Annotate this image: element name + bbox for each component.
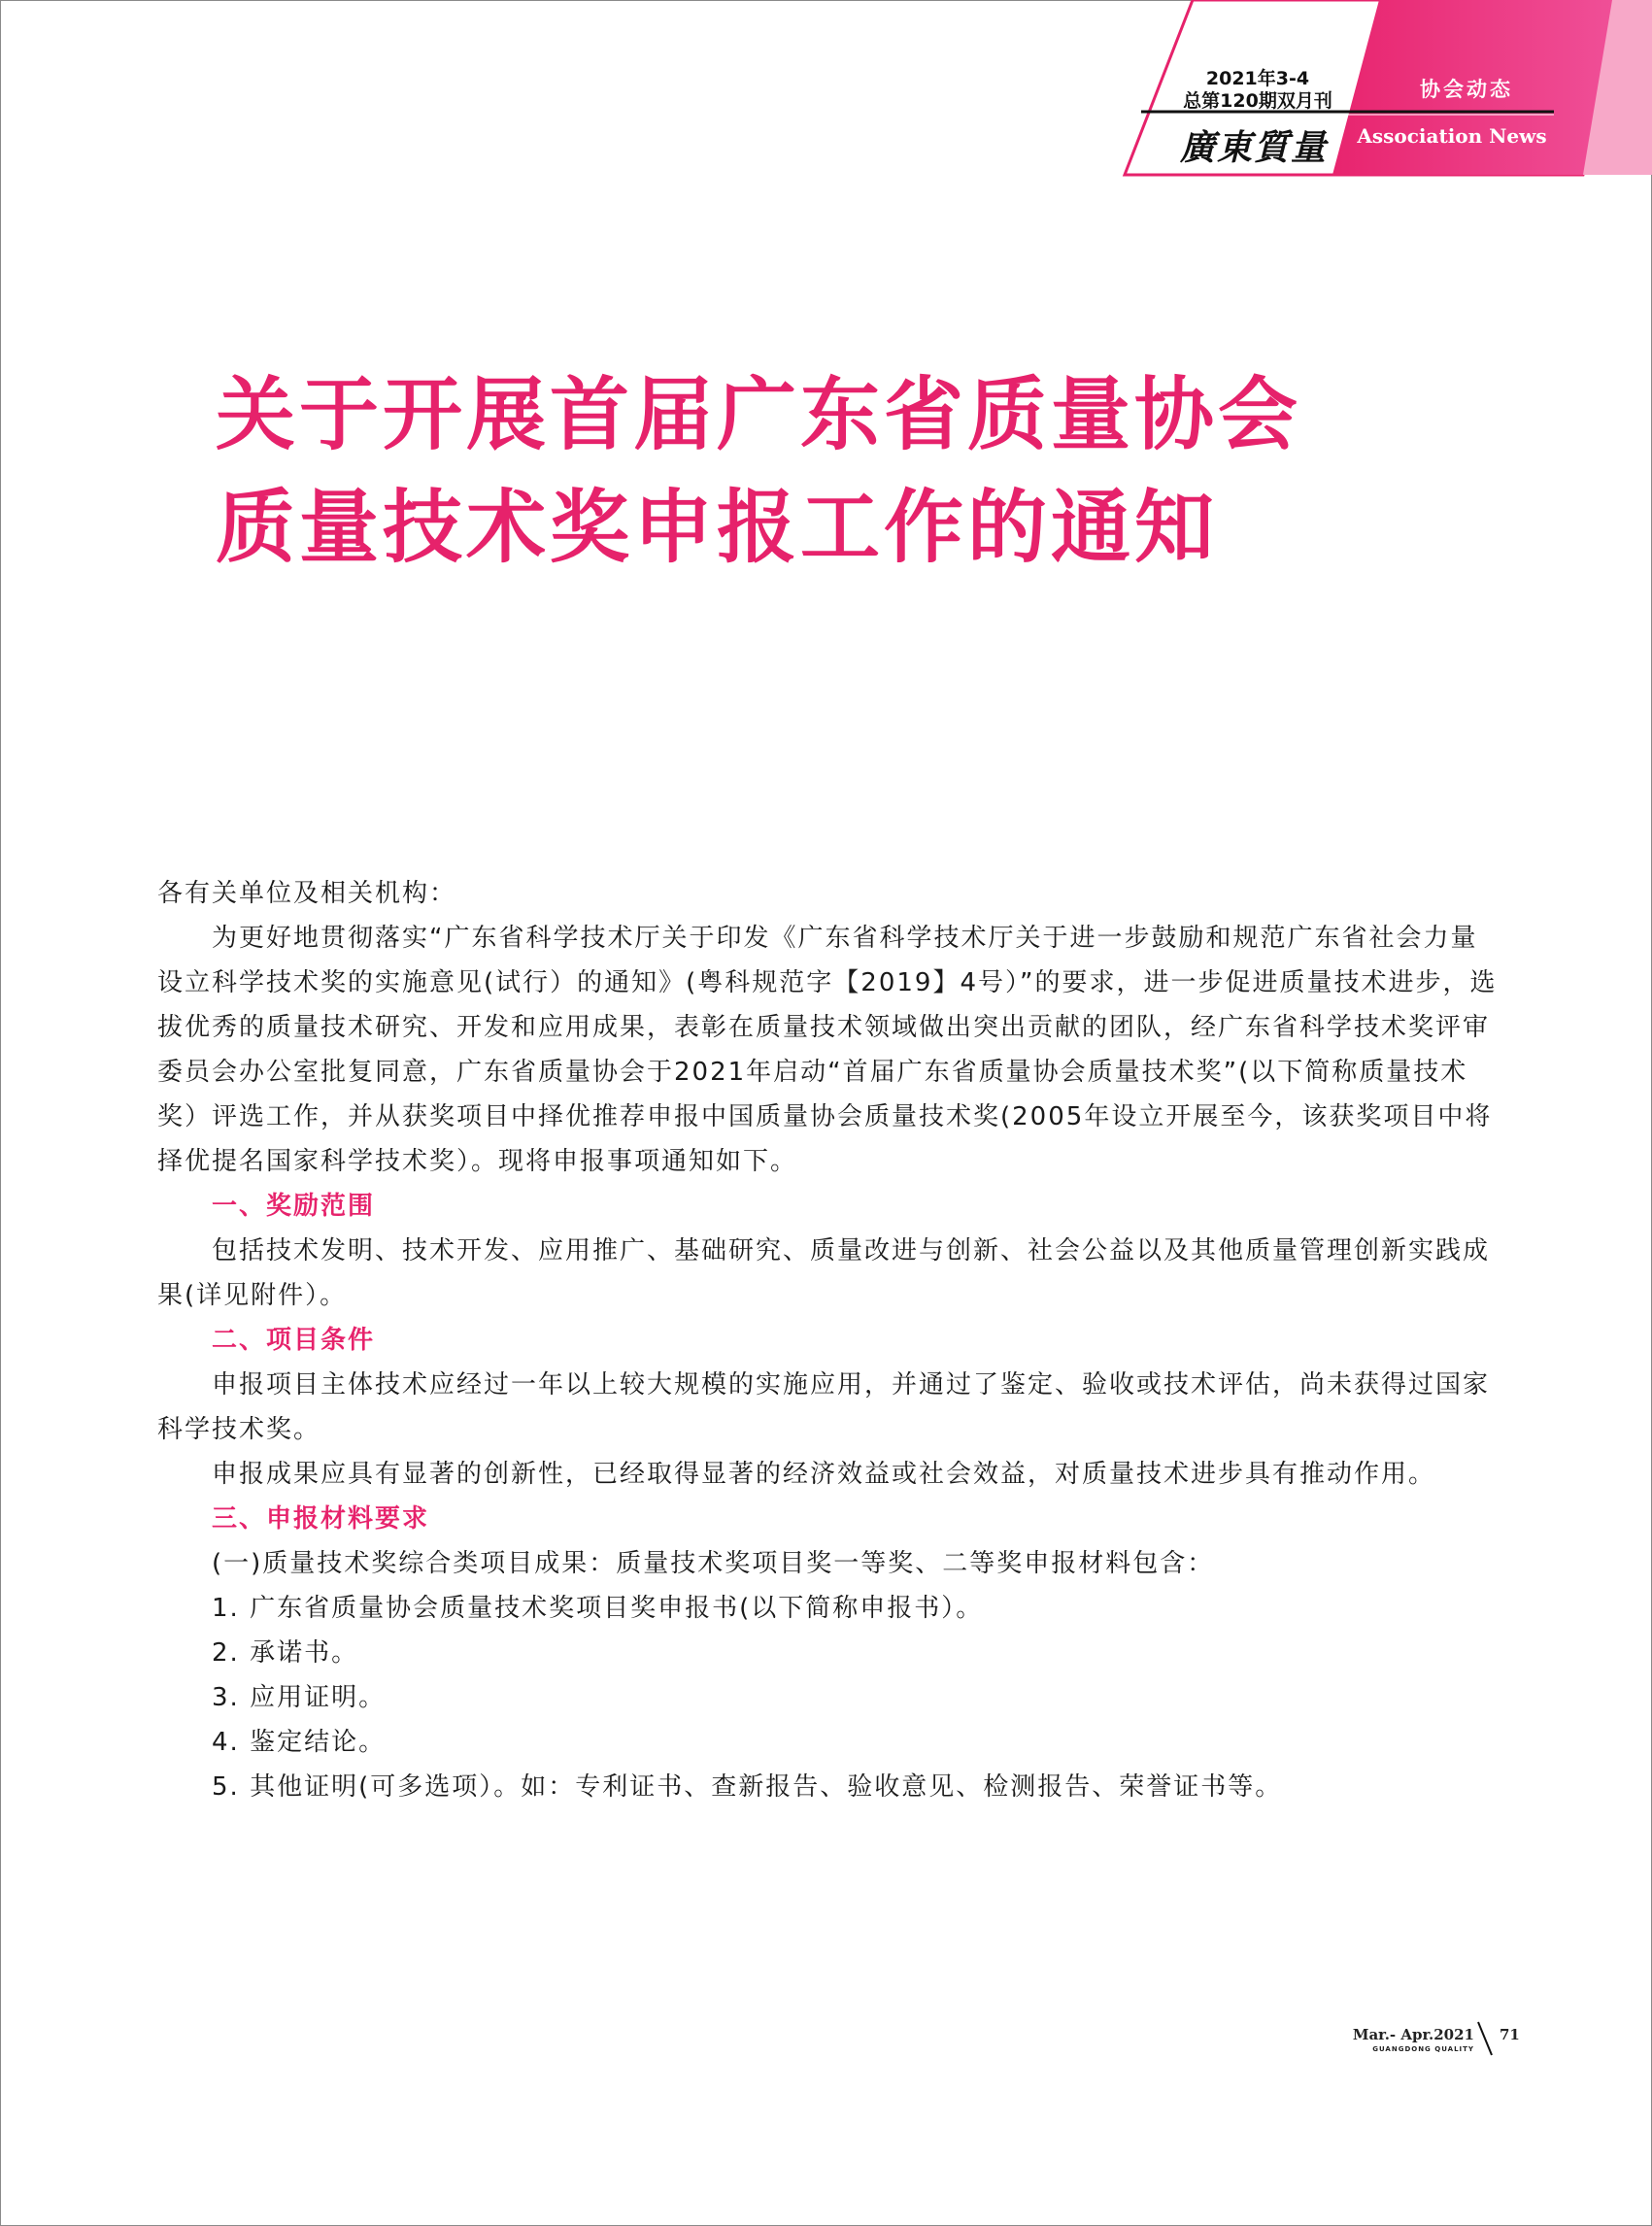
section-heading-3: 三、申报材料要求: [212, 1504, 430, 1534]
section-heading-1: 一、奖励范围: [212, 1192, 376, 1221]
page-title: [216, 359, 1478, 585]
list-item: 1. 广东省质量协会质量技术奖项目奖申报书(以下简称申报书）。: [212, 1594, 984, 1623]
list-item: 5. 其他证明(可多选项）。如：专利证书、查新报告、验收意见、检测报告、荣誉证书等。: [212, 1772, 1283, 1802]
section-2-text-1: 申报项目主体技术应经过一年以上较大规模的实施应用，并通过了鉴定、验收或技术评估，尚未获得过国家科学技术奖。: [157, 1370, 1491, 1444]
footer-divider: [1474, 2020, 1496, 2057]
issue-line-2: 总第120期双月刊: [1183, 90, 1332, 112]
section-heading-2: 二、项目条件: [212, 1326, 376, 1355]
issue-line-1: 2021年3-4: [1205, 68, 1310, 89]
list-item: 2. 承诺书。: [212, 1638, 359, 1668]
footer-magazine-name: GUANGDONG QUALITY: [1372, 2045, 1474, 2053]
section-label-cn: 协会动态: [1420, 78, 1513, 101]
article-body: [157, 871, 1498, 1809]
section-2-text-2: 申报成果应具有显著的创新性，已经取得显著的经济效益或社会效益，对质量技术进步具有推动作用。: [212, 1460, 1436, 1489]
title-line-2: 质量技术奖申报工作的通知: [216, 482, 1219, 574]
title-line-1: 关于开展首届广东省质量协会: [216, 369, 1302, 461]
intro-paragraph: 为更好地贯彻落实“广东省科学技术厅关于印发《广东省科学技术厅关于进一步鼓励和规范广东省社会力量设立科学技术奖的实施意见(试行）的通知》(粤科规范字【2019】4号）”的要求，进一步促进质量技术进步，选拔优秀的质量技术研究、开发和应用成果，表彰在质量技术领域做出突出贡献的团队，经广东省科学技术奖评审委员会办公室批复同意，广东省质量协会于2021年启动“首届广东省质量协会质量技术奖”(以下简称质量技术奖）评选工作，并从获奖项目中择优推荐申报中国质量协会质量技术奖(2005年设立开展至今，该获奖项目中将择优提名国家科学技术奖）。现将申报事项通知如下。: [157, 924, 1498, 1176]
salutation: 各有关单位及相关机构：: [157, 879, 457, 908]
page-number: 71: [1500, 2026, 1520, 2043]
list-item: 3. 应用证明。: [212, 1683, 387, 1712]
section-3-subheading: (一)质量技术奖综合类项目成果：质量技术奖项目奖一等奖、二等奖申报材料包含：: [212, 1549, 1215, 1578]
section-label-en: Association News: [1357, 124, 1547, 148]
list-item: 4. 鉴定结论。: [212, 1728, 387, 1757]
magazine-logo: 廣東質量: [1180, 127, 1329, 168]
issue-info: [1146, 68, 1369, 113]
section-1-text: 包括技术发明、技术开发、应用推广、基础研究、质量改进与创新、社会公益以及其他质量管理创新实践成果(详见附件）。: [157, 1236, 1491, 1310]
footer-date: Mar.- Apr.2021: [1352, 2026, 1474, 2043]
